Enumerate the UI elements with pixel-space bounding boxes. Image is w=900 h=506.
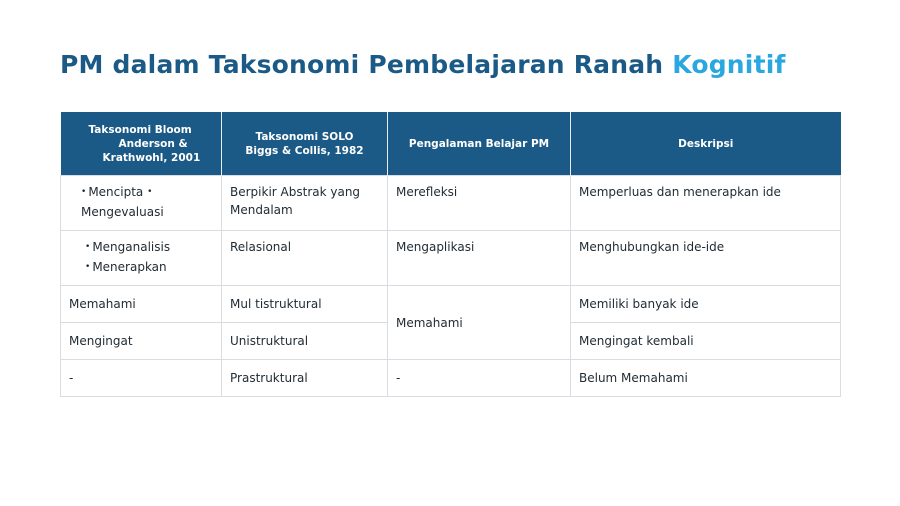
- bullet-icon: •: [147, 187, 153, 197]
- bloom-item-label: Menerapkan: [92, 260, 167, 274]
- cell-deskripsi: Memiliki banyak ide: [571, 286, 841, 323]
- cell-deskripsi: Memperluas dan menerapkan ide: [571, 176, 841, 231]
- cell-pengalaman: Memahami: [388, 286, 571, 360]
- cell-deskripsi: Mengingat kembali: [571, 323, 841, 360]
- cell-solo: Mul tistruktural: [222, 286, 388, 323]
- cell-pengalaman: Mengaplikasi: [388, 231, 571, 286]
- bloom-item: [69, 238, 213, 258]
- cell-solo: Relasional: [222, 231, 388, 286]
- bloom-item-label: Mengevaluasi: [81, 205, 164, 219]
- header-solo: [222, 112, 388, 176]
- cell-solo: Unistruktural: [222, 323, 388, 360]
- header-bloom-line2: Anderson &: [118, 137, 188, 150]
- cell-solo: Berpikir Abstrak yang Mendalam: [222, 176, 388, 231]
- cell-deskripsi: Menghubungkan ide-ide: [571, 231, 841, 286]
- bloom-item-label: Menganalisis: [92, 240, 171, 254]
- header-deskripsi: Deskripsi: [571, 112, 841, 176]
- cell-solo: Prastruktural: [222, 360, 388, 397]
- page-title: [60, 50, 786, 79]
- title-main: PM dalam Taksonomi Pembelajaran Ranah: [60, 50, 664, 79]
- bullet-icon: •: [85, 242, 91, 252]
- bloom-item-label: Mencipta: [88, 185, 144, 199]
- cell-bloom: [61, 231, 222, 286]
- header-bloom-line1: Taksonomi Bloom: [88, 123, 192, 136]
- header-pengalaman: Pengalaman Belajar PM: [388, 112, 571, 176]
- cell-bloom: -: [61, 360, 222, 397]
- header-solo-line2: Biggs & Collis, 1982: [245, 144, 364, 157]
- cell-pengalaman: -: [388, 360, 571, 397]
- table-row: [61, 176, 841, 231]
- table-row: [61, 360, 841, 397]
- table-header-row: [61, 112, 841, 176]
- table-row: [61, 231, 841, 286]
- header-bloom-line3: Krathwohl, 2001: [102, 151, 201, 164]
- header-solo-line1: Taksonomi SOLO: [255, 130, 354, 143]
- cell-bloom: Memahami: [61, 286, 222, 323]
- bloom-item: [69, 203, 213, 221]
- cell-bloom: [61, 176, 222, 231]
- bullet-icon: •: [81, 187, 87, 197]
- cell-bloom: Mengingat: [61, 323, 222, 360]
- taxonomy-table: [60, 112, 841, 397]
- cell-pengalaman: Merefleksi: [388, 176, 571, 231]
- header-bloom: [61, 112, 222, 176]
- title-accent: Kognitif: [672, 50, 786, 79]
- bloom-item: [69, 183, 213, 203]
- table-row: [61, 286, 841, 323]
- bullet-icon: •: [85, 262, 91, 272]
- bloom-item: [69, 258, 213, 278]
- cell-deskripsi: Belum Memahami: [571, 360, 841, 397]
